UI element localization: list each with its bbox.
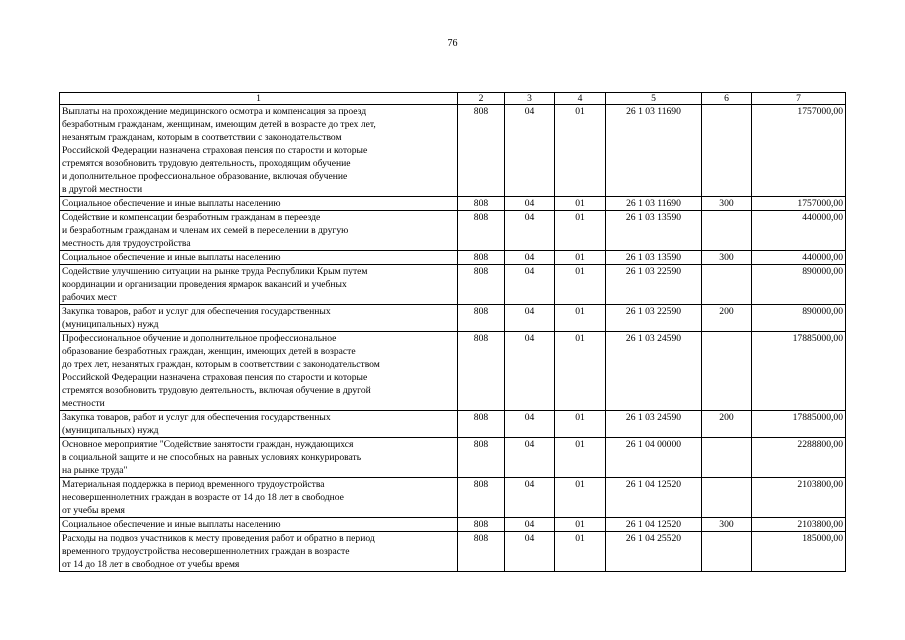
page-number: 76 (447, 38, 458, 49)
expense-type-cell: 200 (702, 305, 752, 332)
ministry-code-cell: 808 (458, 197, 505, 211)
expense-type-cell (702, 265, 752, 305)
table-row (60, 438, 846, 478)
target-article-cell: 26 1 04 12520 (606, 518, 702, 532)
expense-type-cell (702, 105, 752, 197)
section-code-cell: 04 (505, 265, 555, 305)
table-row (60, 265, 846, 305)
expense-type-cell (702, 332, 752, 411)
amount-cell: 440000,00 (752, 251, 846, 265)
ministry-code-cell: 808 (458, 105, 505, 197)
target-article-cell: 26 1 03 22590 (606, 265, 702, 305)
column-header: 6 (702, 93, 752, 105)
section-code-cell: 04 (505, 197, 555, 211)
amount-cell: 17885000,00 (752, 411, 846, 438)
expense-name-cell: Закупка товаров, работ и услуг для обеспечения государственных (муниципальных) нужд (60, 305, 458, 332)
ministry-code-cell: 808 (458, 518, 505, 532)
subsection-code-cell: 01 (555, 265, 606, 305)
target-article-cell: 26 1 04 00000 (606, 438, 702, 478)
subsection-code-cell: 01 (555, 518, 606, 532)
expense-type-cell (702, 438, 752, 478)
target-article-cell: 26 1 03 11690 (606, 197, 702, 211)
table-row (60, 518, 846, 532)
subsection-code-cell: 01 (555, 211, 606, 251)
table-row (60, 251, 846, 265)
ministry-code-cell: 808 (458, 478, 505, 518)
expense-name-cell: Основное мероприятие "Содействие занятости граждан, нуждающихся в социальной защите и не способных на равных условиях конкурировать на рынке труда" (60, 438, 458, 478)
amount-cell: 440000,00 (752, 211, 846, 251)
subsection-code-cell: 01 (555, 332, 606, 411)
table-row (60, 211, 846, 251)
table-row (60, 305, 846, 332)
expense-name-cell: Содействие улучшению ситуации на рынке труда Республики Крым путем координации и организации проведения ярмарок вакансий и учебных рабочих мест (60, 265, 458, 305)
expense-type-cell: 300 (702, 197, 752, 211)
section-code-cell: 04 (505, 438, 555, 478)
expense-type-cell: 300 (702, 251, 752, 265)
budget-table (59, 92, 846, 572)
section-code-cell: 04 (505, 411, 555, 438)
column-header: 1 (60, 93, 458, 105)
expense-name-cell: Профессиональное обучение и дополнительное профессиональное образование безработных граждан, женщин, имеющих детей в возрасте до трех лет, незанятых граждан, которым в соответствии с законодательством Российской Федерации назначена страховая пенсия по старости и которые стремятся возобновить трудовую деятельность, включая обучение в другой местности (60, 332, 458, 411)
section-code-cell: 04 (505, 478, 555, 518)
column-header: 5 (606, 93, 702, 105)
column-header: 2 (458, 93, 505, 105)
amount-cell: 2103800,00 (752, 518, 846, 532)
ministry-code-cell: 808 (458, 305, 505, 332)
section-code-cell: 04 (505, 518, 555, 532)
subsection-code-cell: 01 (555, 197, 606, 211)
expense-name-cell: Закупка товаров, работ и услуг для обеспечения государственных (муниципальных) нужд (60, 411, 458, 438)
section-code-cell: 04 (505, 211, 555, 251)
amount-cell: 890000,00 (752, 265, 846, 305)
table-row (60, 105, 846, 197)
ministry-code-cell: 808 (458, 332, 505, 411)
subsection-code-cell: 01 (555, 478, 606, 518)
table-row (60, 332, 846, 411)
section-code-cell: 04 (505, 532, 555, 572)
expense-name-cell: Содействие и компенсации безработным гражданам в переезде и безработным гражданам и членам их семей в переселении в другую местность для трудоустройства (60, 211, 458, 251)
amount-cell: 2103800,00 (752, 478, 846, 518)
table-body (60, 105, 846, 572)
expense-type-cell (702, 478, 752, 518)
expense-type-cell: 200 (702, 411, 752, 438)
table-row (60, 197, 846, 211)
section-code-cell: 04 (505, 251, 555, 265)
amount-cell: 1757000,00 (752, 105, 846, 197)
target-article-cell: 26 1 03 24590 (606, 332, 702, 411)
target-article-cell: 26 1 04 25520 (606, 532, 702, 572)
subsection-code-cell: 01 (555, 305, 606, 332)
section-code-cell: 04 (505, 105, 555, 197)
ministry-code-cell: 808 (458, 438, 505, 478)
ministry-code-cell: 808 (458, 211, 505, 251)
table-row (60, 532, 846, 572)
target-article-cell: 26 1 04 12520 (606, 478, 702, 518)
ministry-code-cell: 808 (458, 251, 505, 265)
subsection-code-cell: 01 (555, 251, 606, 265)
amount-cell: 185000,00 (752, 532, 846, 572)
column-header: 7 (752, 93, 846, 105)
subsection-code-cell: 01 (555, 532, 606, 572)
expense-name-cell: Выплаты на прохождение медицинского осмотра и компенсация за проезд безработным гражданам, женщинам, имеющим детей в возрасте до трех лет, незанятым гражданам, которым в соответствии с законодательством Российской Федерации назначена страховая пенсия по старости и которые стремятся возобновить трудовую деятельность, проходящим обучение и дополнительное профессиональное образование, включая обучение в другой местности (60, 105, 458, 197)
section-code-cell: 04 (505, 332, 555, 411)
target-article-cell: 26 1 03 22590 (606, 305, 702, 332)
expense-type-cell: 300 (702, 518, 752, 532)
ministry-code-cell: 808 (458, 532, 505, 572)
amount-cell: 890000,00 (752, 305, 846, 332)
subsection-code-cell: 01 (555, 411, 606, 438)
expense-name-cell: Социальное обеспечение и иные выплаты населению (60, 197, 458, 211)
ministry-code-cell: 808 (458, 265, 505, 305)
target-article-cell: 26 1 03 11690 (606, 105, 702, 197)
amount-cell: 1757000,00 (752, 197, 846, 211)
expense-name-cell: Социальное обеспечение и иные выплаты населению (60, 518, 458, 532)
subsection-code-cell: 01 (555, 105, 606, 197)
target-article-cell: 26 1 03 13590 (606, 211, 702, 251)
table-row (60, 411, 846, 438)
target-article-cell: 26 1 03 13590 (606, 251, 702, 265)
section-code-cell: 04 (505, 305, 555, 332)
subsection-code-cell: 01 (555, 438, 606, 478)
expense-name-cell: Социальное обеспечение и иные выплаты населению (60, 251, 458, 265)
target-article-cell: 26 1 03 24590 (606, 411, 702, 438)
ministry-code-cell: 808 (458, 411, 505, 438)
expense-name-cell: Материальная поддержка в период временного трудоустройства несовершеннолетних граждан в возрасте от 14 до 18 лет в свободное от учебы время (60, 478, 458, 518)
table-header-row (60, 93, 846, 105)
amount-cell: 17885000,00 (752, 332, 846, 411)
expense-name-cell: Расходы на подвоз участников к месту проведения работ и обратно в период временного трудоустройства несовершеннолетних граждан в возрасте от 14 до 18 лет в свободное от учебы время (60, 532, 458, 572)
expense-type-cell (702, 211, 752, 251)
column-header: 4 (555, 93, 606, 105)
column-header: 3 (505, 93, 555, 105)
expense-type-cell (702, 532, 752, 572)
table-row (60, 478, 846, 518)
amount-cell: 2288800,00 (752, 438, 846, 478)
